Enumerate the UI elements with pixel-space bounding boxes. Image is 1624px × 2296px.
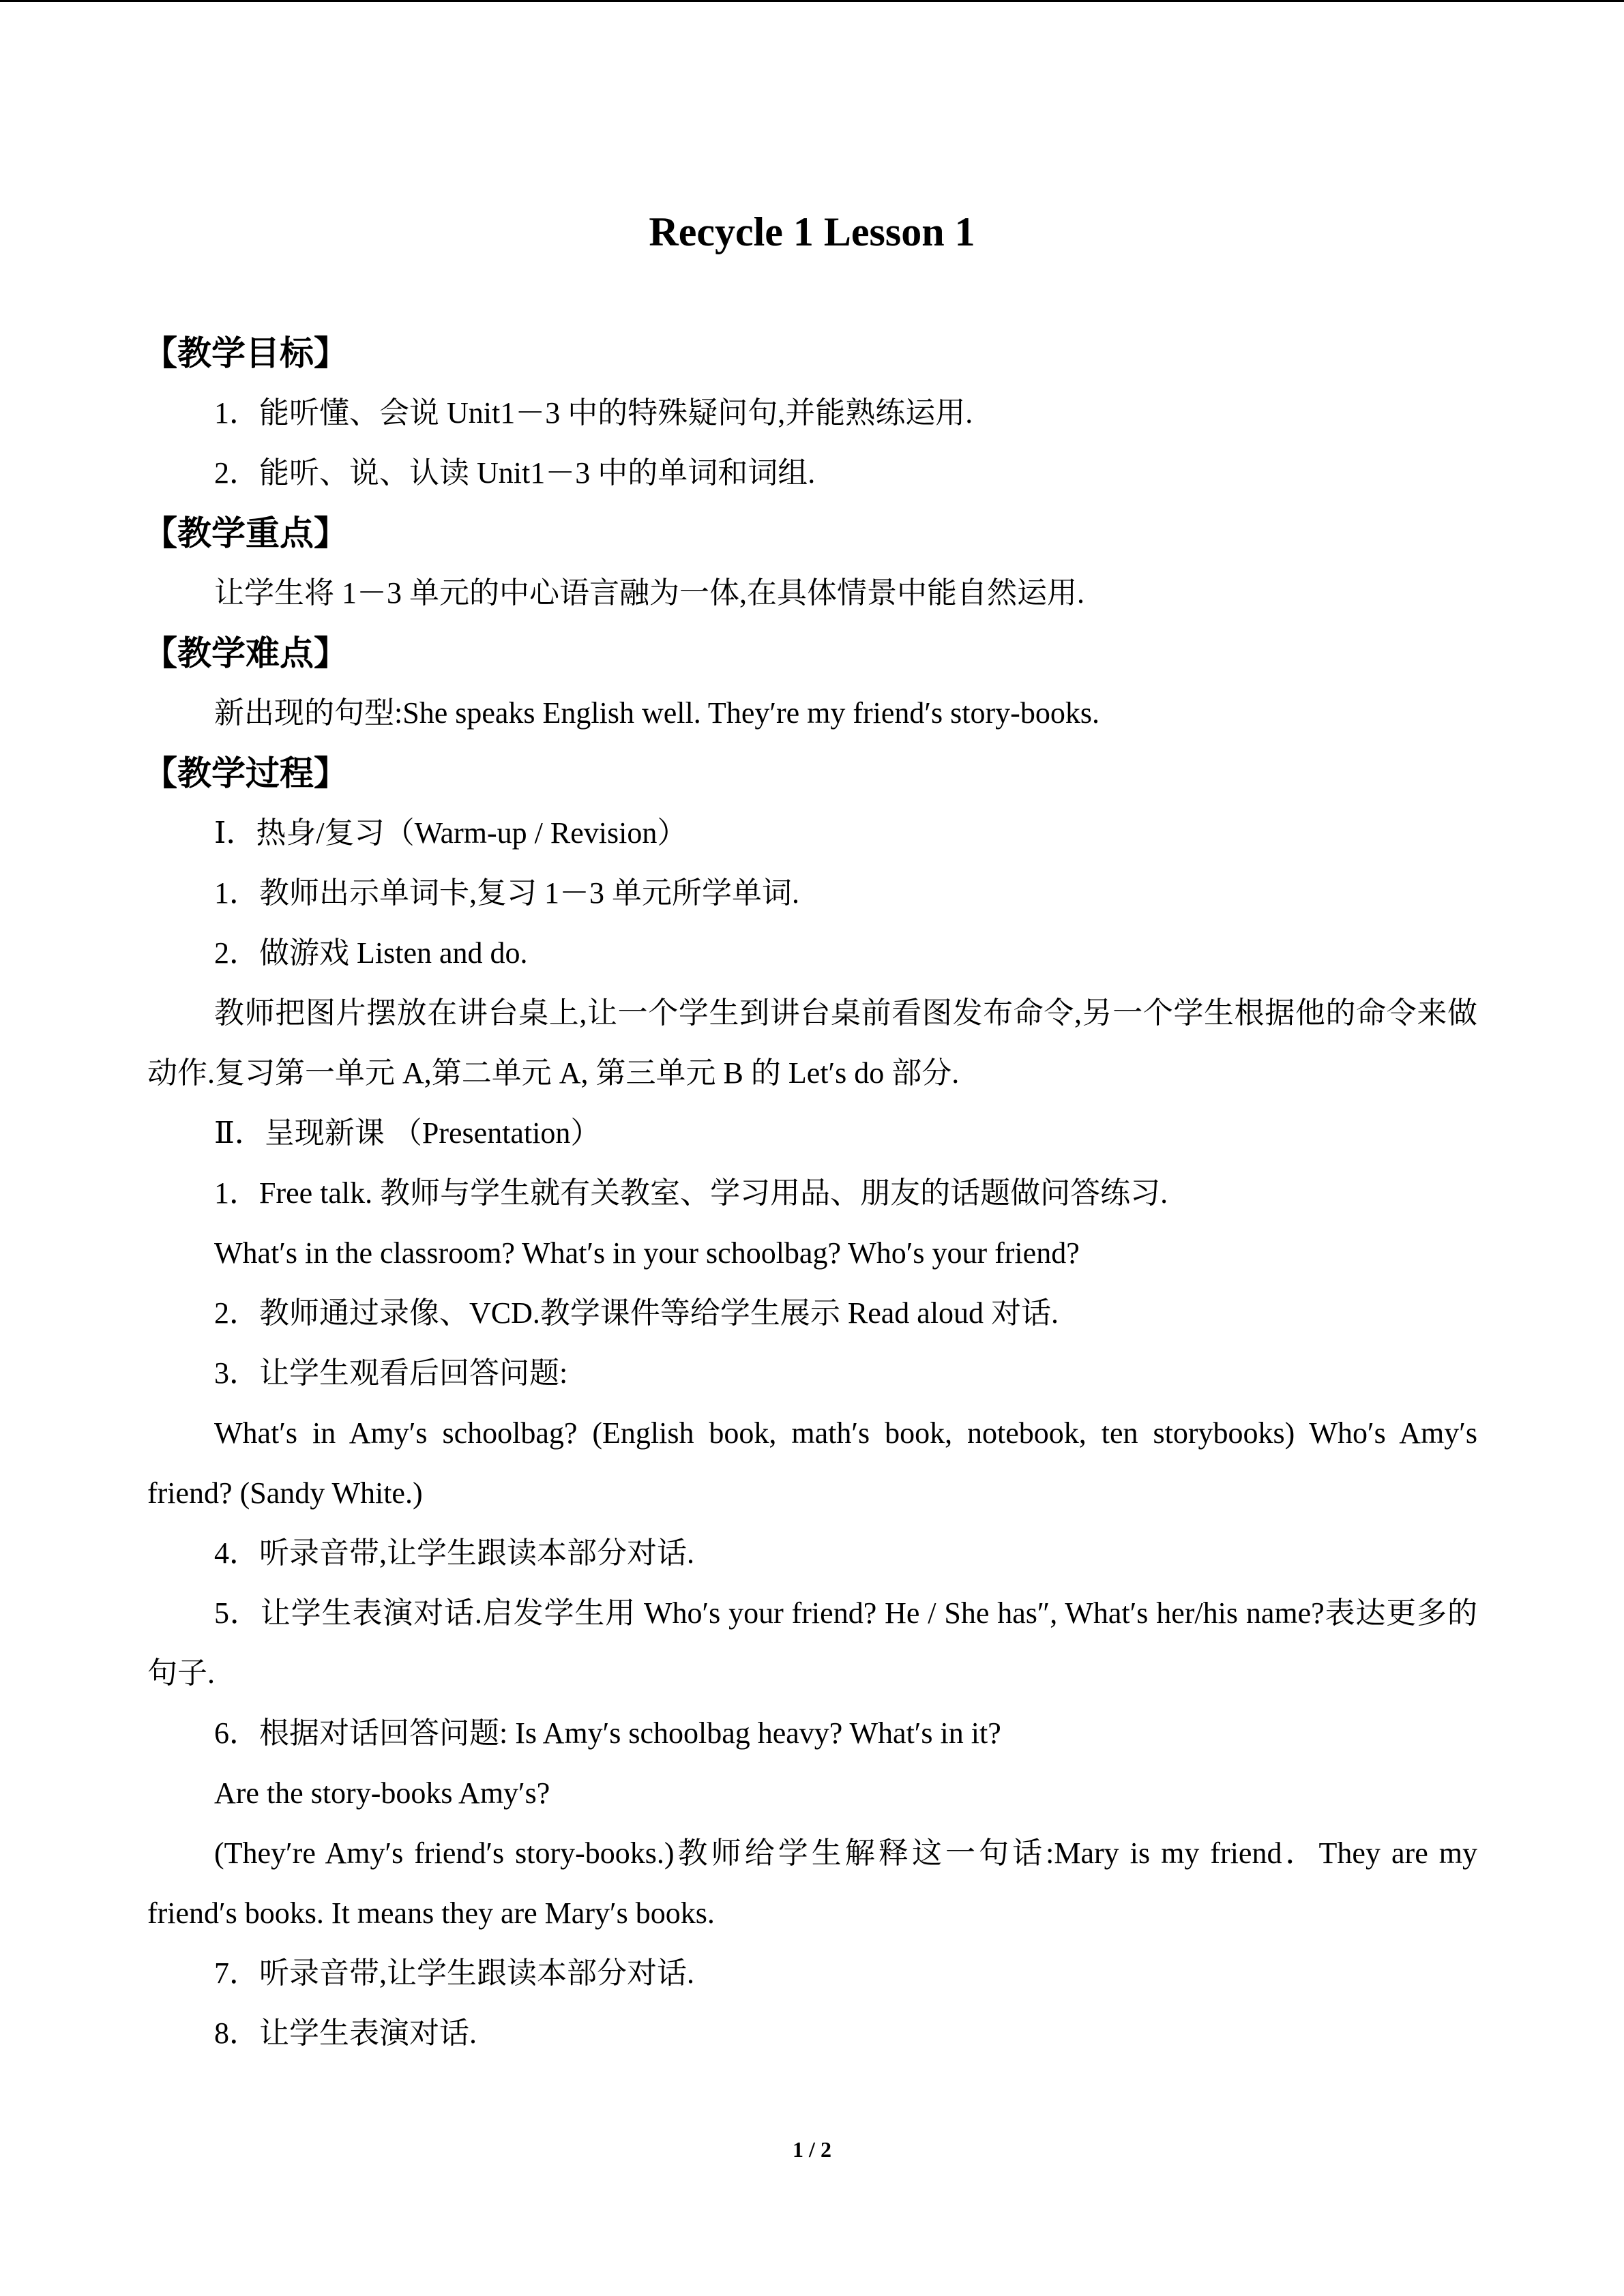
document-body [143, 323, 1477, 2063]
process-line: Are the story-books Amy′s? [214, 1776, 550, 1810]
process-paragraph: (They′re Amy′s friend′s story-books.)教师给学生解释这一句话:Mary is my friend．They are my friend′s books. It means they are Mary′s books. [147, 1836, 1477, 1930]
section-heading-goals: 【教学目标】 [143, 333, 348, 373]
process-line: 2．做游戏 Listen and do. [214, 936, 528, 970]
section-heading-process: 【教学过程】 [143, 754, 348, 793]
process-line: 3．让学生观看后回答问题: [214, 1356, 568, 1390]
difficulties-text: 新出现的句型:She speaks English well. They′re my friend′s story-books. [214, 696, 1099, 730]
process-paragraph: 5．让学生表演对话.启发学生用 Who′s your friend? He / She has″, What′s her/his name?表达更多的句子. [147, 1596, 1477, 1690]
section-heading-difficulties: 【教学难点】 [143, 633, 348, 673]
process-line: 7．听录音带,让学生跟读本部分对话. [214, 1956, 694, 1990]
process-line: 2．教师通过录像、VCD.教学课件等给学生展示 Read aloud 对话. [214, 1296, 1059, 1330]
page-title: Recycle 1 Lesson 1 [649, 209, 975, 254]
process-line: 8．让学生表演对话. [214, 2016, 477, 2050]
process-line: 4．听录音带,让学生跟读本部分对话. [214, 1536, 694, 1570]
process-paragraph: 教师把图片摆放在讲台桌上,让一个学生到讲台桌前看图发布命令,另一个学生根据他的命令来做动作.复习第一单元 A,第二单元 A, 第三单元 B 的 Let′s do 部分. [147, 996, 1477, 1090]
section-heading-key-points: 【教学重点】 [143, 513, 348, 553]
process-step-heading: Ⅰ．热身/复习（Warm-up / Revision） [214, 816, 688, 850]
process-line: 1．Free talk. 教师与学生就有关教室、学习用品、朋友的话题做问答练习. [214, 1176, 1168, 1210]
process-line: 6．根据对话回答问题: Is Amy′s schoolbag heavy? What′s in it? [214, 1716, 1001, 1750]
process-line: What′s in the classroom? What′s in your schoolbag? Who′s your friend? [214, 1236, 1080, 1270]
process-paragraph: What′s in Amy′s schoolbag? (English book, math′s book, notebook, ten storybooks) Who′s Amy′s friend? (Sandy White.) [147, 1416, 1477, 1510]
goal-item: 2．能听、说、认读 Unit1－3 中的单词和词组. [214, 456, 816, 490]
process-line: 1．教师出示单词卡,复习 1－3 单元所学单词. [214, 876, 799, 910]
process-step-heading: Ⅱ．呈现新课 （Presentation） [214, 1116, 601, 1150]
top-rule [0, 0, 1624, 2]
goal-item: 1．能听懂、会说 Unit1－3 中的特殊疑问句,并能熟练运用. [214, 396, 973, 430]
page-number: 1 / 2 [793, 2137, 831, 2162]
key-points-text: 让学生将 1－3 单元的中心语言融为一体,在具体情景中能自然运用. [214, 576, 1084, 610]
